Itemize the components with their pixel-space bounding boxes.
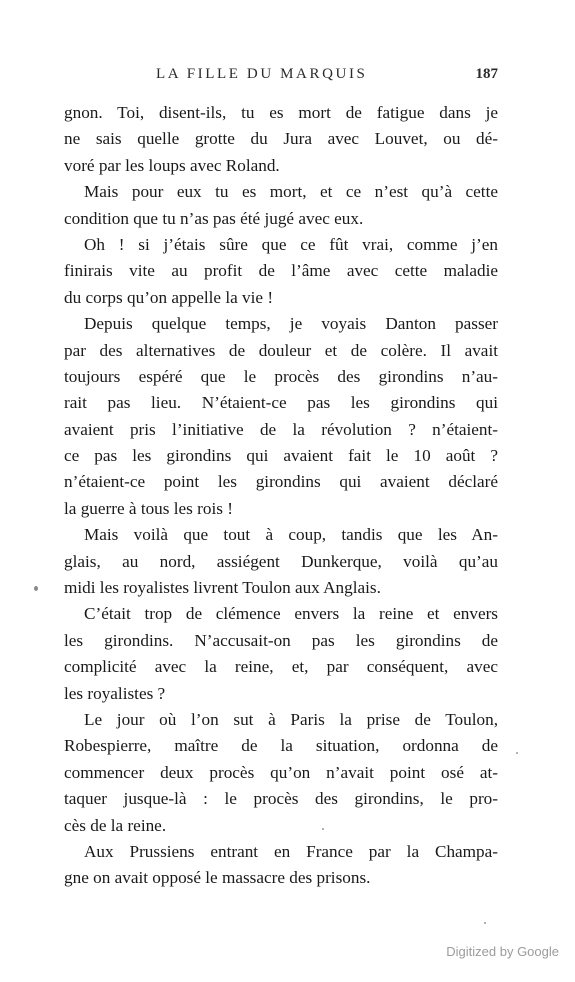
text-line: Mais voilà que tout à coup, tandis que les An- xyxy=(84,525,498,545)
text-line: C’était trop de clémence envers la reine et envers xyxy=(84,604,498,624)
text-line: commencer deux procès qu’on n’avait point osé at- xyxy=(64,762,498,782)
text-line: glais, au nord, assiégent Dunkerque, voilà qu’au xyxy=(64,551,498,571)
text-line: n’étaient-ce point les girondins qui avaient déclaré xyxy=(64,472,498,492)
text-line: gnon. Toi, disent-ils, tu es mort de fatigue dans je xyxy=(64,103,498,122)
paper-speck xyxy=(484,922,486,924)
body-text xyxy=(64,100,498,892)
text-line: avaient pris l’initiative de la révolution ? n’étaient- xyxy=(64,419,498,439)
text-line: midi les royalistes livrent Toulon aux Anglais. xyxy=(64,578,381,598)
text-line: la guerre à tous les rois ! xyxy=(64,498,233,518)
text-line: Oh ! si j’étais sûre que ce fût vrai, comme j’en xyxy=(84,234,498,254)
text-line: Robespierre, maître de la situation, ordonna de xyxy=(64,736,498,756)
text-line: Mais pour eux tu es mort, et ce n’est qu’à cette xyxy=(84,182,498,202)
text-line: Aux Prussiens entrant en France par la Champa- xyxy=(84,841,498,861)
text-line: Le jour où l’on sut à Paris la prise de Toulon, xyxy=(84,709,498,729)
digitization-watermark: Digitized by Google xyxy=(446,944,559,959)
running-title: LA FILLE DU MARQUIS xyxy=(156,66,368,82)
text-line: les royalistes ? xyxy=(64,683,166,703)
text-line: rait pas lieu. N’étaient-ce pas les girondins qui xyxy=(64,393,498,413)
text-line: cès de la reine. xyxy=(64,815,167,835)
running-head xyxy=(64,66,498,88)
text-line: gne on avait opposé le massacre des prisons. xyxy=(64,868,371,888)
paper-speck xyxy=(516,752,518,754)
text-line: les girondins. N’accusait-on pas les girondins de xyxy=(64,630,498,650)
paper-speck xyxy=(322,828,324,830)
text-line: toujours espéré que le procès des girondins n’au- xyxy=(64,366,498,386)
text-line: ce pas les girondins qui avaient fait le 10 août ? xyxy=(64,446,498,466)
page-number: 187 xyxy=(475,66,498,82)
text-line: condition que tu n’as pas été jugé avec eux. xyxy=(64,208,364,228)
text-line: du corps qu’on appelle la vie ! xyxy=(64,287,274,307)
text-line: par des alternatives de douleur et de colère. Il avait xyxy=(64,340,498,360)
text-line: ne sais quelle grotte du Jura avec Louvet, ou dé- xyxy=(64,129,498,149)
margin-mark xyxy=(34,586,38,591)
text-line: Depuis quelque temps, je voyais Danton passer xyxy=(84,314,498,334)
text-line: complicité avec la reine, et, par conséquent, avec xyxy=(64,657,498,677)
text-line: voré par les loups avec Roland. xyxy=(64,155,280,175)
text-line: finirais vite au profit de l’âme avec cette maladie xyxy=(64,261,498,281)
text-line: taquer jusque-là : le procès des girondins, le pro- xyxy=(64,789,498,809)
